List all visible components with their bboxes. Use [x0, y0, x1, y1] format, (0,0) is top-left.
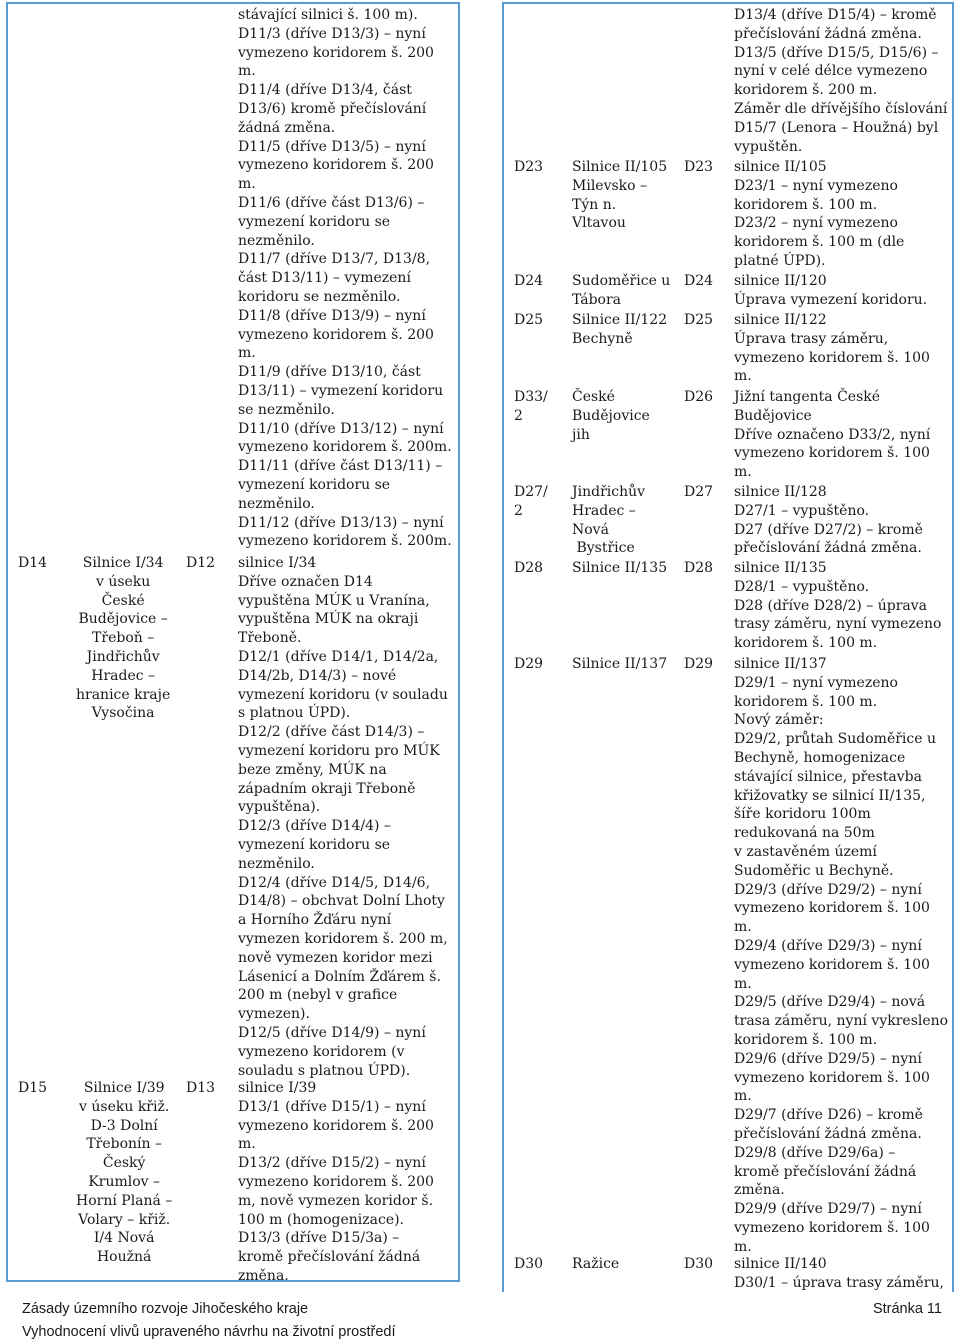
- old-id: D14: [18, 555, 48, 571]
- new-description: silnice II/128 D27/1 – vypuštěno. D27 (dříve D27/2) – kromě přečíslování žádná změna.: [734, 484, 923, 557]
- footer-title: Zásady územního rozvoje Jihočeského kraje: [22, 1301, 309, 1317]
- new-description: D13/4 (dříve D15/4) – kromě přečíslování žádná změna. D13/5 (dříve D15/5, D15/6) – nyní v celé délce vymezeno koridorem š. 200 m. Záměr dle dřívějšího číslování D15/7 (Lenora – Houžná) byl vypuštěn.: [734, 7, 948, 155]
- old-description: Silnice II/137: [572, 656, 668, 672]
- new-id: D12: [186, 555, 216, 571]
- old-description: České Budějovice jih: [572, 389, 650, 443]
- new-id: D24: [684, 273, 714, 289]
- old-id: D23: [514, 159, 544, 175]
- right-table: [502, 2, 954, 1292]
- new-description: stávající silnici š. 100 m). D11/3 (dříve D13/3) – nyní vymezeno koridorem š. 200 m. D11/4 (dříve D13/4, část D13/6) kromě přečíslování žádná změna. D11/5 (dříve D13/5) – nyní vymezeno koridorem š. 200 m. D11/6 (dříve část D13/6) – vymezení koridoru se nezměnilo. D11/7 (dříve D13/7, D13/8, část D13/11) – vymezení koridoru se nezměnilo. D11/8 (dříve D13/9) – nyní vymezeno koridorem š. 200 m. D11/9 (dříve D13/10, část D13/11) – vymezení koridoru se nezměnilo. D11/10 (dříve D13/12) – nyní vymezeno koridorem š. 200m. D11/11 (dříve část D13/11) – vymezení koridoru se nezměnilo. D11/12 (dříve D13/13) – nyní vymezeno koridorem š. 200m.: [238, 7, 452, 550]
- new-description: silnice II/135 D28/1 – vypuštěno. D28 (dříve D28/2) – úprava trasy záměru, nyní vymezeno koridorem š. 100 m.: [734, 560, 942, 652]
- old-description: Silnice II/105 Milevsko – Týn n. Vltavou: [572, 159, 668, 232]
- new-description: Jižní tangenta České Budějovice Dříve označeno D33/2, nyní vymezeno koridorem š. 100 m.: [734, 389, 931, 481]
- new-id: D26: [684, 389, 714, 405]
- new-description: silnice II/105 D23/1 – nyní vymezeno koridorem š. 100 m. D23/2 – nyní vymezeno koridorem š. 100 m (dle platné ÚPD).: [734, 159, 905, 269]
- new-id: D28: [684, 560, 714, 576]
- old-id: D33/ 2: [514, 389, 548, 424]
- old-description: Silnice II/135: [572, 560, 668, 576]
- new-description: silnice I/34 Dříve označen D14 vypuštěna MÚK u Vranína, vypuštěna MÚK na okraji Třeboně. D12/1 (dříve D14/1, D14/2a, D14/2b, D14/3) – nové vymezení koridoru (v souladu s platnou ÚPD). D12/2 (dříve část D14/3) – vymezení koridoru pro MÚK beze změny, MÚK na západním okraji Třeboně vypuštěna). D12/3 (dříve D14/4) – vymezení koridoru se nezměnilo. D12/4 (dříve D14/5, D14/6, D14/8) – obchvat Dolní Lhoty a Horního Žďáru nyní vymezen koridorem š. 200 m, nově vymezen koridor mezi Lásenicí a Dolním Žďárem š. 200 m (nebyl v grafice vymezen). D12/5 (dříve D14/9) – nyní vymezeno koridorem (v souladu s platnou ÚPD).: [238, 555, 448, 1079]
- old-description: Ražice: [572, 1256, 620, 1272]
- left-table: [6, 2, 460, 1282]
- old-description: Jindřichův Hradec – Nová Bystřice: [572, 484, 646, 557]
- old-id: D25: [514, 312, 544, 328]
- old-description: Silnice I/39 v úseku křiž. D-3 Dolní Třebonín – Český Krumlov – Horní Planá – Volary – křiž. I/4 Nová Houžná: [76, 1080, 173, 1266]
- old-description: Silnice I/34 v úseku České Budějovice – Třeboň – Jindřichův Hradec – hranice kraje Vysočina: [76, 555, 171, 722]
- new-id: D13: [186, 1080, 216, 1096]
- old-description: Silnice II/122 Bechyně: [572, 312, 668, 347]
- new-description: silnice II/140 D30/1 – úprava trasy záměru,: [734, 1256, 944, 1291]
- new-id: D30: [684, 1256, 714, 1272]
- new-description: silnice II/120 Úprava vymezení koridoru.: [734, 273, 928, 308]
- old-id: D28: [514, 560, 544, 576]
- footer-subtitle: Vyhodnocení vlivů upraveného návrhu na životní prostředí: [22, 1324, 396, 1340]
- new-id: D25: [684, 312, 714, 328]
- new-id: D27: [684, 484, 714, 500]
- new-description: silnice I/39 D13/1 (dříve D15/1) – nyní vymezeno koridorem š. 200 m. D13/2 (dříve D15/2) – nyní vymezeno koridorem š. 200 m, nově vymezen koridor š. 100 m (homogenizace). D13/3 (dříve D15/3a) – kromě přečíslování žádná změna.: [238, 1080, 434, 1284]
- old-description: Sudoměřice u Tábora: [572, 273, 671, 308]
- page-number: Stránka 11: [872, 1301, 942, 1317]
- new-description: silnice II/122 Úprava trasy záměru, vymezeno koridorem š. 100 m.: [734, 312, 930, 385]
- old-id: D30: [514, 1256, 544, 1272]
- new-id: D23: [684, 159, 714, 175]
- new-description: silnice II/137 D29/1 – nyní vymezeno koridorem š. 100 m. Nový záměr: D29/2, průtah Sudoměřice u Bechyně, homogenizace stávající silnice, přestavba křižovatky se silnicí II/135, šíře koridoru 100m redukovaná na 50m v zastavěném území Sudoměřic u Bechyně. D29/3 (dříve D29/2) – nyní vymezeno koridorem š. 100 m. D29/4 (dříve D29/3) – nyní vymezeno koridorem š. 100 m. D29/5 (dříve D29/4) – nová trasa záměru, nyní vykresleno koridorem š. 100 m. D29/6 (dříve D29/5) – nyní vymezeno koridorem š. 100 m. D29/7 (dříve D26) – kromě přečíslování žádná změna. D29/8 (dříve D29/6a) – kromě přečíslování žádná změna. D29/9 (dříve D29/7) – nyní vymezeno koridorem š. 100 m.: [734, 656, 949, 1255]
- old-id: D24: [514, 273, 544, 289]
- old-id: D15: [18, 1080, 48, 1096]
- new-id: D29: [684, 656, 714, 672]
- old-id: D27/ 2: [514, 484, 548, 519]
- old-id: D29: [514, 656, 544, 672]
